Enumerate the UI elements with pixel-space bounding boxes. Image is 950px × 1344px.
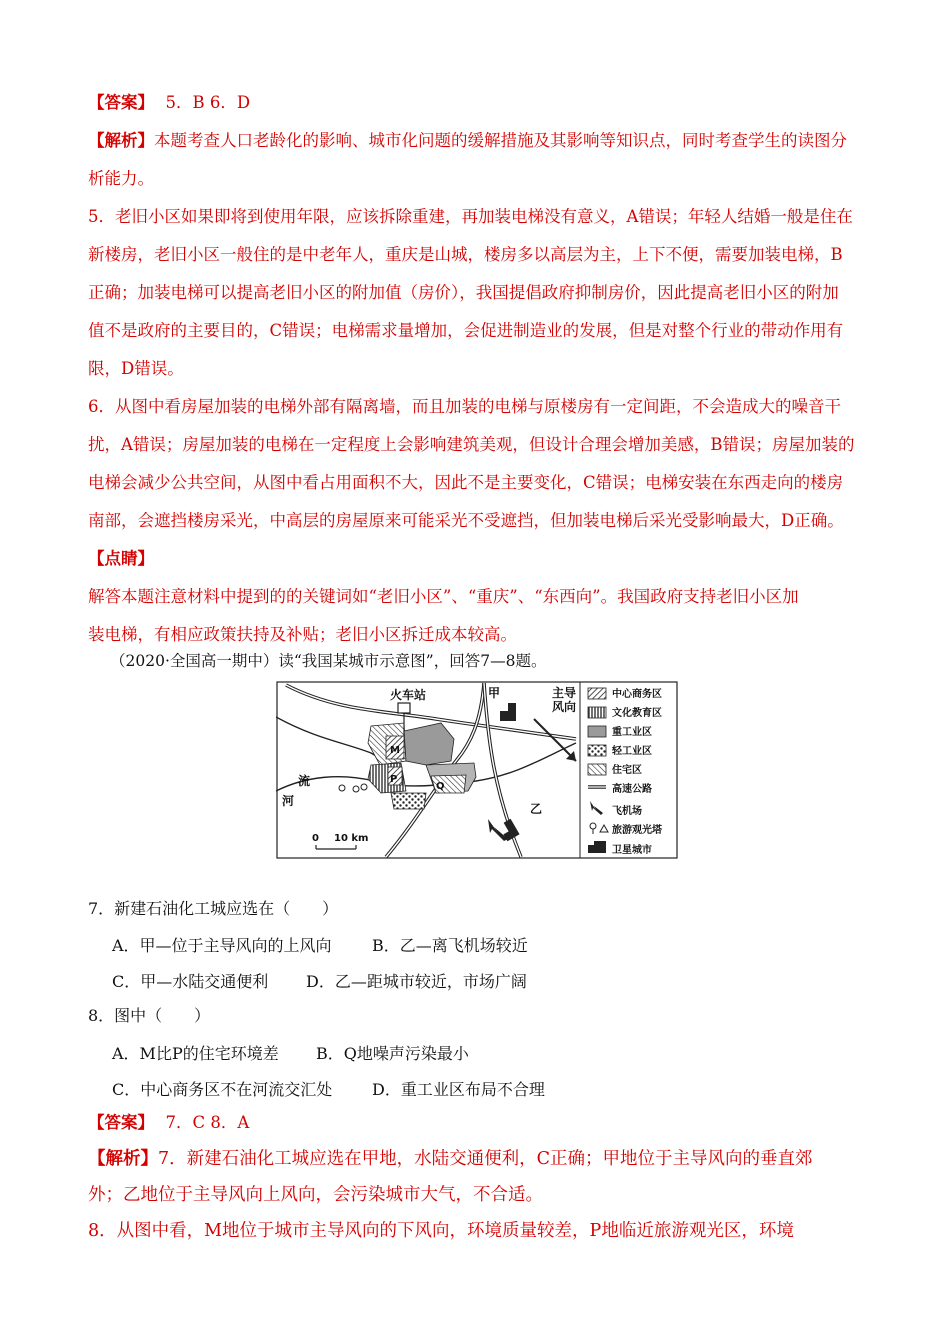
legend-swatch-heavy-industry — [588, 726, 606, 737]
legend-swatch-cbd — [588, 688, 606, 699]
analysis-label-2: 【解析】 — [88, 1149, 158, 1169]
q5-analysis-5: 限，D错误。 — [88, 359, 184, 378]
question-intro: （2020·全国高一期中）读“我国某城市示意图”，回答7—8题。 — [110, 652, 547, 670]
analysis-7-line-1 — [88, 1148, 813, 1170]
answer-value: 5．B 6．D — [165, 93, 251, 112]
q8-option-a[interactable]: A．M比P的住宅环境差 — [112, 1044, 279, 1063]
answer-value-2: 7．C 8．A — [165, 1113, 250, 1132]
train-station-icon — [398, 703, 410, 713]
q5-analysis-3: 正确；加装电梯可以提高老旧小区的附加值（房价），我国提倡政府抑制房价，因此提高老旧小区的附加 — [88, 283, 839, 302]
legend-swatch-light-industry — [588, 745, 606, 756]
label-jia: 甲 — [488, 686, 501, 700]
q6-analysis-2: 扰，A错误；房屋加装的电梯在一定程度上会影响建筑美观，但设计合理会增加美感，B错误；房屋加装的 — [88, 435, 855, 454]
analysis-8-line-1: 8．从图中看，M地位于城市主导风向的下风向，环境质量较差，P地临近旅游观光区，环境 — [88, 1221, 794, 1241]
q7-option-c[interactable]: C．甲—水陆交通便利 — [112, 972, 269, 991]
answer-line-5-6 — [88, 92, 250, 114]
legend-heavy-industry: 重工业区 — [612, 727, 652, 738]
heavy-industry-zone — [404, 723, 454, 765]
q8-option-d[interactable]: D．重工业区布局不合理 — [372, 1080, 545, 1099]
label-river-2: 流 — [298, 774, 311, 788]
label-river-1: 河 — [282, 794, 295, 808]
label-scale-0: 0 — [312, 833, 319, 844]
label-wind-1: 主导 — [552, 686, 577, 700]
city-map-svg — [276, 681, 678, 859]
legend-swatch-residential — [588, 764, 606, 775]
q5-analysis-2: 新楼房，老旧小区一般住的是中老年人，重庆是山城，楼房多以高层为主，上下不便，需要加装电梯，B — [88, 245, 843, 264]
analysis-line-1 — [88, 130, 847, 152]
tip-text-1: 解答本题注意材料中提到的的关键词如“老旧小区”、“重庆”、“东西向”。我国政府支持老旧小区加 — [88, 587, 799, 606]
label-Q: Q — [436, 781, 445, 792]
q5-analysis-1: 5．老旧小区如果即将到使用年限，应该拆除重建，再加装电梯没有意义，A错误；年轻人结婚一般是住在 — [88, 207, 853, 226]
q7-option-d[interactable]: D．乙—距城市较近，市场广阔 — [306, 972, 527, 991]
q6-analysis-3: 电梯会减少公共空间，从图中看占用面积不大，因此不是主要变化，C错误；电梯安装在东西走向的楼房 — [88, 473, 844, 492]
analysis-label: 【解析】 — [88, 131, 154, 150]
q5-analysis-4: 值不是政府的主要目的，C错误；电梯需求量增加，会促进制造业的发展，但是对整个行业的带动作用有 — [88, 321, 844, 340]
legend-tower: 旅游观光塔 — [612, 825, 662, 836]
q8-option-b[interactable]: B．Q地噪声污染最小 — [316, 1044, 469, 1063]
q7-stem: 7．新建石油化工城应选在（ ） — [88, 899, 339, 918]
label-scale-10: 10 km — [334, 833, 369, 844]
legend-education: 文化教育区 — [612, 708, 662, 719]
light-industry-zone — [391, 793, 426, 809]
q6-analysis-4: 南部，会遮挡楼房采光，中高层的房屋原来可能采光不受遮挡，但加装电梯后采光受影响最大，D正确。 — [88, 511, 844, 530]
legend-light-industry: 轻工业区 — [612, 746, 652, 757]
q8-stem: 8．图中（ ） — [88, 1006, 211, 1025]
q7-option-a[interactable]: A．甲—位于主导风向的上风向 — [112, 936, 332, 955]
answer-label: 【答案】 — [88, 93, 154, 112]
label-M: M — [390, 745, 400, 756]
legend-airport: 飞机场 — [612, 806, 642, 817]
legend-residential: 住宅区 — [612, 765, 642, 776]
q7-option-b[interactable]: B．乙—离飞机场较近 — [372, 936, 528, 955]
tip-label: 【点睛】 — [88, 549, 154, 568]
answer-label-2: 【答案】 — [88, 1113, 154, 1132]
label-wind-2: 风向 — [552, 700, 577, 714]
analysis-7-line-2: 外；乙地位于主导风向上风向，会污染城市大气，不合适。 — [88, 1185, 543, 1205]
label-P: P — [390, 774, 398, 785]
label-yi: 乙 — [530, 802, 543, 816]
label-train-station: 火车站 — [390, 688, 427, 702]
q6-analysis-1: 6．从图中看房屋加装的电梯外部有隔离墙，而且加装的电梯与原楼房有一定间距，不会造成大的噪音干 — [88, 397, 841, 416]
q8-option-c[interactable]: C．中心商务区不在河流交汇处 — [112, 1080, 333, 1099]
city-map-figure — [276, 681, 678, 859]
legend-swatch-education — [588, 707, 606, 718]
legend-highway: 高速公路 — [612, 784, 652, 795]
legend-cbd: 中心商务区 — [612, 689, 662, 700]
legend-satellite: 卫星城市 — [612, 845, 652, 856]
analysis-7-text-1: 7．新建石油化工城应选在甲地，水陆交通便利，C正确；甲地位于主导风向的垂直郊 — [158, 1149, 813, 1169]
tip-text-2: 装电梯，有相应政策扶持及补贴；老旧小区拆迁成本较高。 — [88, 625, 517, 644]
answer-line-7-8 — [88, 1112, 249, 1134]
analysis-line-2: 析能力。 — [88, 169, 154, 188]
analysis-text-1: 本题考查人口老龄化的影响、城市化问题的缓解措施及其影响等知识点，同时考查学生的读图分 — [154, 131, 847, 150]
